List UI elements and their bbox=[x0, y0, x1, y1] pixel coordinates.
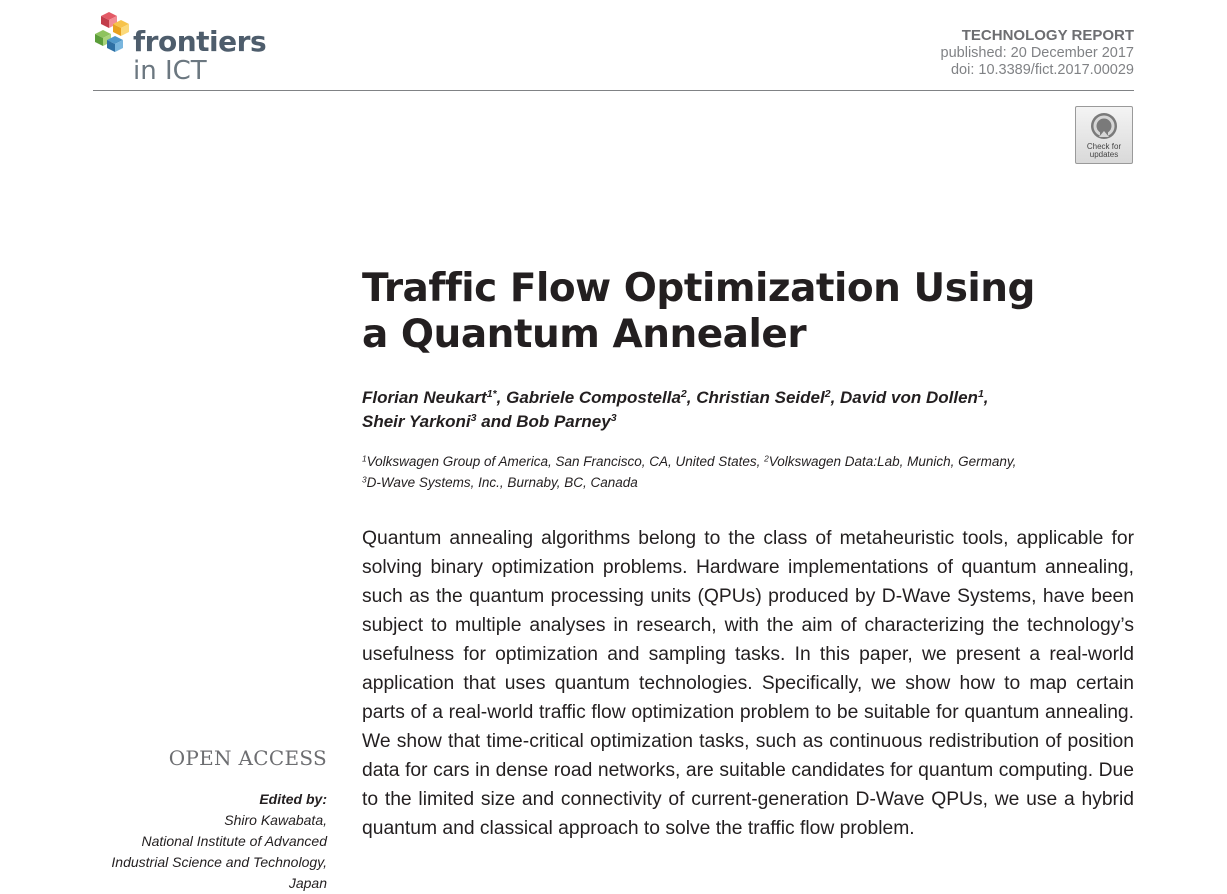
editor-affiliation-line: National Institute of Advanced bbox=[141, 833, 327, 849]
article-type: TECHNOLOGY REPORT bbox=[961, 27, 1134, 44]
author-affil-sup: 2 bbox=[680, 388, 687, 401]
affiliation-number: 2 bbox=[764, 453, 769, 464]
author-affil-sup: 3 bbox=[610, 412, 617, 425]
author-name[interactable]: David von Dollen bbox=[840, 388, 978, 407]
article-title bbox=[362, 266, 1122, 358]
journal-logo[interactable] bbox=[93, 10, 268, 86]
editor-affiliation-line: Industrial Science and Technology, bbox=[111, 854, 327, 870]
author-separator: , bbox=[686, 388, 697, 407]
editor-country: Japan bbox=[288, 875, 327, 891]
author-affil-sup: 1* bbox=[486, 388, 497, 401]
affiliation-number: 1 bbox=[362, 453, 367, 464]
author-separator: , bbox=[983, 388, 989, 407]
title-line-2: a Quantum Annealer bbox=[362, 312, 807, 357]
title-line-1: Traffic Flow Optimization Using bbox=[362, 266, 1035, 311]
abstract: Quantum annealing algorithms belong to the class of metaheuristic tools, applicable for solving binary optimization problems. Hardware implementations of quantum annealing, such as the quantum processing units (QPUs) produced by D-Wave Systems, have been subject to multiple analyses in research, with the aim of characterizing the technology’s usefulness for optimization and sampling tasks. In this paper, we present a real-world application that uses quantum technologies. Specifically, we show how to map certain parts of a real-world traffic flow optimization problem to be suitable for quantum annealing. We show that time-critical optimization tasks, such as continuous redistribution of position data for cars in dense road networks, are suitable candidates for quantum computing. Due to the limited size and connectivity of current-generation D-Wave QPUs, we use a hybrid quantum and classical approach to solve the traffic flow problem. bbox=[362, 528, 1134, 839]
open-access-label: OPEN ACCESS bbox=[168, 746, 327, 770]
author-affil-sup: 1 bbox=[977, 388, 984, 401]
frontiers-cubes-logo-icon bbox=[93, 10, 133, 54]
affiliation-text: D-Wave Systems, Inc., Burnaby, BC, Canada bbox=[366, 475, 638, 490]
author-name[interactable]: Sheir Yarkoni bbox=[362, 412, 471, 431]
edited-by-label: Edited by: bbox=[259, 791, 327, 807]
crossmark-icon bbox=[1089, 111, 1119, 141]
affiliations bbox=[362, 451, 1142, 493]
header-divider bbox=[93, 90, 1134, 91]
affiliation-text: Volkswagen Group of America, San Francisco, CA, United States, bbox=[366, 454, 765, 469]
author-name[interactable]: Florian Neukart bbox=[362, 388, 487, 407]
author-separator: , bbox=[830, 388, 841, 407]
affiliation-text: Volkswagen Data:Lab, Munich, Germany, bbox=[768, 454, 1017, 469]
edited-by-block bbox=[111, 789, 327, 894]
author-list bbox=[362, 386, 1142, 434]
check-for-updates-button[interactable] bbox=[1075, 106, 1133, 164]
author-name[interactable]: Bob Parney bbox=[516, 412, 611, 431]
author-affil-sup: 2 bbox=[824, 388, 831, 401]
editor-name[interactable]: Shiro Kawabata, bbox=[224, 812, 327, 828]
article-meta bbox=[941, 27, 1134, 79]
affiliation-number: 3 bbox=[362, 474, 367, 485]
author-affil-sup: 3 bbox=[470, 412, 477, 425]
author-name[interactable]: Gabriele Compostella bbox=[506, 388, 681, 407]
logo-journal-text: in ICT bbox=[133, 56, 207, 86]
doi-link[interactable]: doi: 10.3389/fict.2017.00029 bbox=[950, 62, 1134, 78]
published-date: published: 20 December 2017 bbox=[940, 45, 1134, 61]
author-separator: , bbox=[496, 388, 507, 407]
logo-frontiers-text: frontiers bbox=[133, 25, 267, 58]
author-separator: and bbox=[476, 412, 517, 431]
check-for-updates-label: Check for updates bbox=[1086, 142, 1122, 159]
author-name[interactable]: Christian Seidel bbox=[696, 388, 825, 407]
